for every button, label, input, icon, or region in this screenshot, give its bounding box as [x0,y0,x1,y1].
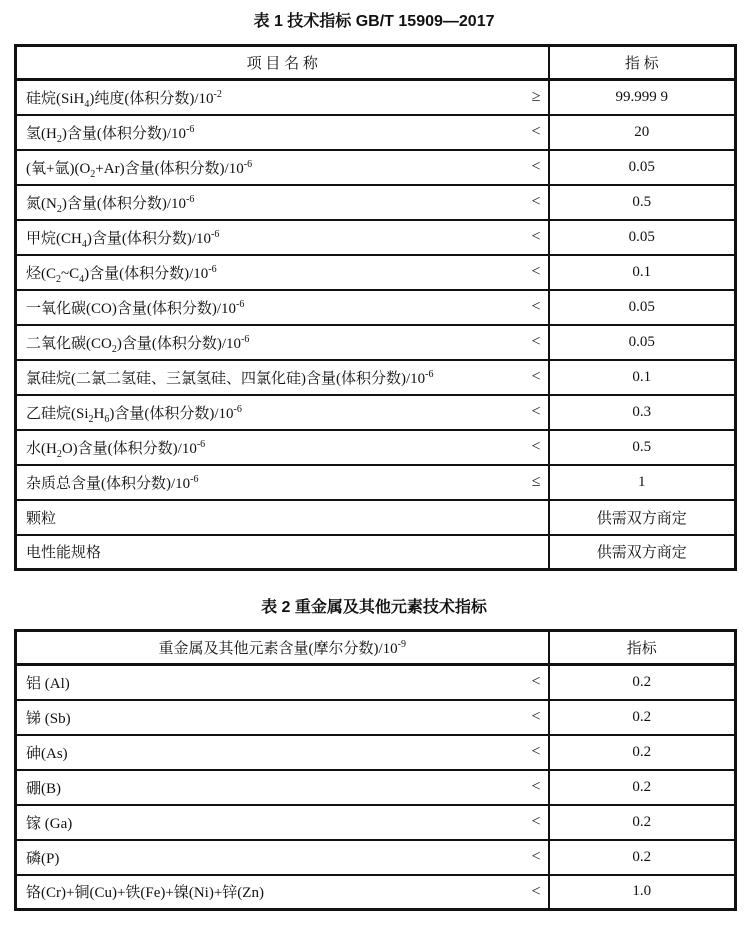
table2-header-spec: 指标 [549,631,736,665]
table2-header-element-content: 重金属及其他元素含量(摩尔分数)$/10^{-9}$ [16,631,549,665]
spec-value: 0.1 [549,255,736,290]
table2-head [16,631,736,665]
table1-item-cell [16,325,549,360]
table1-item-cell [16,290,549,325]
spec-value: 0.2 [549,805,736,840]
table-row [16,185,736,220]
table1-item-cell [16,465,549,500]
relation-symbol: < [531,848,541,865]
table2-title: 表 2 重金属及其他元素技术指标 [261,599,487,616]
relation-symbol: ≥ [531,88,541,106]
relation-symbol: < [531,333,541,350]
spec-value: 0.2 [549,840,736,875]
relation-symbol: < [531,263,541,280]
relation-symbol: < [531,813,541,830]
table1 [14,44,737,571]
item-name: 二氧化碳$(CO_2)$含量(体积分数)$/10^{-6}$ [26,333,250,355]
spec-value: 20 [549,115,736,150]
relation-symbol: < [531,743,541,760]
spec-value: 1.0 [549,875,736,910]
relation-symbol: ≤ [531,473,541,490]
item-name: 氢$(H_2)$含量(体积分数)$/10^{-6}$ [26,123,195,145]
item-name: 甲烷$(CH_4)$含量(体积分数)$/10^{-6}$ [26,228,220,250]
table2 [14,629,737,911]
spec-value: 供需双方商定 [549,500,736,535]
table-row [16,465,736,500]
spec-value: 0.05 [549,290,736,325]
spec-value: 0.5 [549,430,736,465]
item-name: 氮$(N_2)$含量(体积分数)$/10^{-6}$ [26,193,195,215]
table-row [16,325,736,360]
table-row [16,395,736,430]
table1-item-cell [16,395,549,430]
table-row [16,430,736,465]
table-row [16,735,736,770]
spec-value: 0.05 [549,150,736,185]
relation-symbol: < [531,673,541,691]
relation-symbol: < [531,882,541,900]
spec-value: 0.5 [549,185,736,220]
table2-body [16,665,736,910]
table1-item-cell [16,150,549,185]
table-row [16,500,736,535]
relation-symbol: < [531,438,541,455]
item-name: 磷(P) [26,850,60,867]
spec-value: 0.05 [549,325,736,360]
table2-item-cell [16,770,549,805]
table1-head [16,46,736,80]
table-row [16,220,736,255]
table2-item-cell [16,840,549,875]
item-name: 铬(Cr)+铜(Cu)+铁(Fe)+镍(Ni)+锌(Zn) [26,885,264,902]
table-row [16,535,736,570]
relation-symbol: < [531,123,541,140]
table1-header-spec: 指 标 [549,46,736,80]
table2-item-cell [16,805,549,840]
spec-value: 0.2 [549,665,736,700]
item-name: 锑 (Sb) [26,710,71,727]
table2-header-row [16,631,736,665]
item-name: 电性能规格 [26,545,102,562]
table1-header-item-name: 项 目 名 称 [16,46,549,80]
spec-value: 0.2 [549,735,736,770]
item-name: 烃$(C_2\sim C_4)$含量(体积分数)$/10^{-6}$ [26,263,217,285]
spec-value: 0.2 [549,700,736,735]
table-row [16,150,736,185]
spec-value: 99.999 9 [549,80,736,115]
table1-item-cell [16,185,549,220]
spec-value: 0.05 [549,220,736,255]
relation-symbol: < [531,368,541,385]
item-name: 水$(H_2O)$含量(体积分数)$/10^{-6}$ [26,438,206,460]
spec-value: 供需双方商定 [549,535,736,570]
item-name: 颗粒 [26,510,57,527]
spec-value: 0.2 [549,770,736,805]
table-row [16,360,736,395]
table-row [16,840,736,875]
relation-symbol: < [531,228,541,245]
table1-item-cell [16,220,549,255]
item-name: 一氧化碳(CO)含量(体积分数)$/10^{-6}$ [26,298,245,317]
table-row [16,255,736,290]
table1-title: 表 1 技术指标 GB/T 15909—2017 [253,13,495,30]
table1-item-cell [16,115,549,150]
table2-item-cell [16,665,549,700]
table1-item-cell [16,255,549,290]
item-name: 铝 (Al) [26,675,70,692]
relation-symbol: < [531,158,541,175]
item-name: 硅烷(SiH$_4$)纯度(体积分数)$/10^{-2}$ [26,88,222,110]
spec-value: 1 [549,465,736,500]
relation-symbol: < [531,403,541,420]
relation-symbol: < [531,708,541,725]
table1-item-cell [16,80,549,115]
table2-item-cell [16,875,549,910]
table2-item-cell [16,735,549,770]
table1-header-row [16,46,736,80]
table-row [16,875,736,910]
table2-item-cell [16,700,549,735]
table1-item-cell [16,500,549,535]
relation-symbol: < [531,778,541,795]
relation-symbol: < [531,298,541,315]
table-row [16,700,736,735]
item-name: (氧+氩)$(O_2+Ar)$含量(体积分数)$/10^{-6}$ [26,158,253,180]
table-row [16,805,736,840]
relation-symbol: < [531,193,541,210]
item-name: 乙硅烷$(Si_2H_6)$含量(体积分数)$/10^{-6}$ [26,403,242,425]
spec-value: 0.3 [549,395,736,430]
item-name: 砷(As) [26,745,68,762]
item-name: 镓 (Ga) [26,815,73,832]
table-row [16,115,736,150]
table1-body [16,80,736,570]
table1-item-cell [16,430,549,465]
table-row [16,290,736,325]
table-row [16,665,736,700]
table-row [16,770,736,805]
item-name: 硼(B) [26,780,61,797]
item-name: 氯硅烷(二氯二氢硅、三氯氢硅、四氯化硅)含量(体积分数)$/10^{-6}$ [26,368,434,387]
table1-item-cell [16,535,549,570]
table1-item-cell [16,360,549,395]
spec-value: 0.1 [549,360,736,395]
item-name: 杂质总含量(体积分数)$/10^{-6}$ [26,473,199,492]
table-row [16,80,736,115]
